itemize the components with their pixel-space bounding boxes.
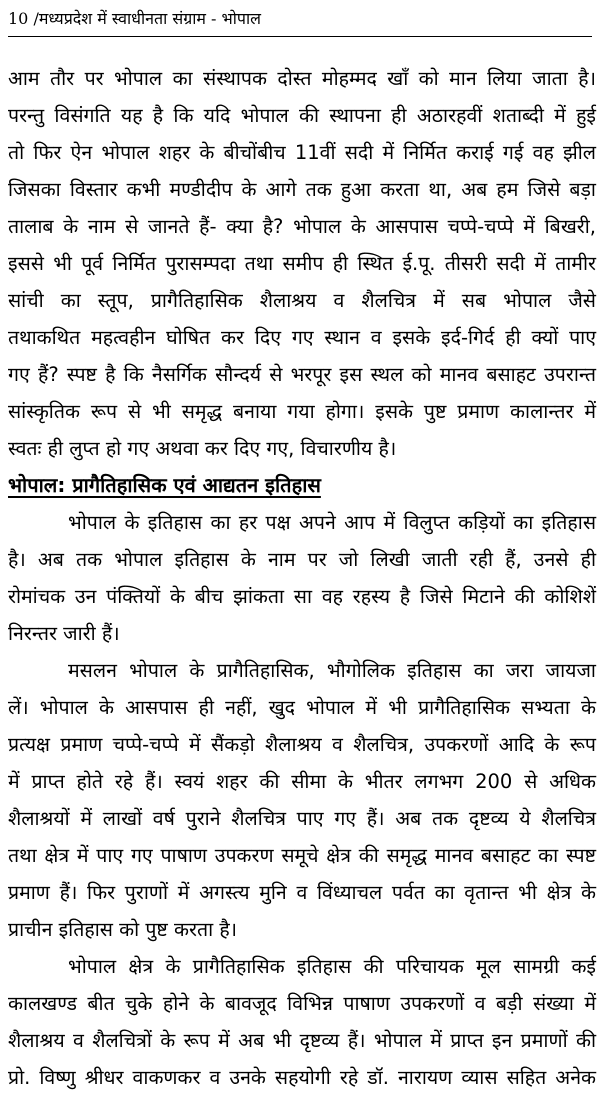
running-head: 10 /मध्यप्रदेश में स्वाधीनता संग्राम - भोपाल bbox=[8, 9, 262, 28]
text-line: तथा क्षेत्र में पाए गए पाषाण उपकरण समूचे क्षेत्र की समृद्ध मानव बसाहट का स्पष्ट bbox=[8, 844, 596, 867]
text-line: भोपाल के इतिहास का हर पक्ष अपने आप में विलुप्त कड़ियों का इतिहास bbox=[68, 511, 596, 534]
text-line: प्रमाण हैं। फिर पुराणों में अगस्त्य मुनि व विंध्याचल पर्वत का वृतान्त भी क्षेत्र के bbox=[8, 881, 596, 904]
text-line: कालखण्ड बीत चुके होने के बावजूद विभिन्न पाषाण उपकरणों व बड़ी संख्या में bbox=[8, 992, 596, 1015]
text-line: इससे भी पूर्व निर्मित पुरासम्पदा तथा समीप ही स्थित ई.पू. तीसरी सदी में तामीर bbox=[8, 252, 596, 275]
text-line: गए हैं? स्पष्ट है कि नैसर्गिक सौन्दर्य से भरपूर इस स्थल को मानव बसाहट उपरान्त bbox=[8, 363, 596, 386]
text-line: है। अब तक भोपाल इतिहास के नाम पर जो लिखी जाती रही हैं, उनसे ही bbox=[8, 548, 596, 571]
text-line: प्रत्यक्ष प्रमाण चप्पे-चप्पे में सैंकड़ो शैलाश्रय व शैलचित्र, उपकरणों आदि के रूप bbox=[8, 733, 596, 756]
text-line: आम तौर पर भोपाल का संस्थापक दोस्त मोहम्मद खाँ को मान लिया जाता है। bbox=[8, 67, 596, 90]
text-line: रोमांचक उन पंक्तियों के बीच झांकता सा वह रहस्य है जिसे मिटाने की कोशिशें bbox=[8, 585, 596, 608]
paragraph-4 bbox=[8, 948, 596, 1096]
text-line: परन्तु विसंगति यह है कि यदि भोपाल की स्थापना ही अठारहवीं शताब्दी में हुई bbox=[8, 104, 596, 127]
paragraph-3 bbox=[8, 652, 596, 948]
text-line: मसलन भोपाल के प्रागैतिहासिक, भौगोलिक इतिहास का जरा जायजा bbox=[68, 659, 596, 682]
paragraph-2 bbox=[8, 504, 596, 652]
text-line: सांस्कृतिक रूप से भी समृद्ध बनाया गया होगा। इसके पुष्ट प्रमाण कालान्तर में bbox=[8, 400, 596, 423]
text-line: तालाब के नाम से जानते हैं- क्या है? भोपाल के आसपास चप्पे-चप्पे में बिखरी, bbox=[8, 215, 596, 238]
text-line: प्राचीन इतिहास को पुष्ट करता है। bbox=[8, 918, 238, 941]
text-line: भोपाल क्षेत्र के प्रागैतिहासिक इतिहास की परिचायक मूल सामग्री कई bbox=[68, 955, 596, 978]
body-text bbox=[8, 60, 596, 1096]
text-line: निरन्तर जारी हैं। bbox=[8, 622, 120, 645]
header-rule bbox=[8, 36, 592, 37]
text-line: में प्राप्त होते रहे हैं। स्वयं शहर की सीमा के भीतर लगभग 200 से अधिक bbox=[8, 770, 596, 793]
section-heading: भोपाल: प्रागैतिहासिक एवं आद्यतन इतिहास bbox=[8, 473, 321, 497]
text-line: जिसका विस्तार कभी मण्डीदीप के आगे तक हुआ करता था, अब हम जिसे बड़ा bbox=[8, 178, 596, 201]
text-line: लें। भोपाल के आसपास ही नहीं, खुद भोपाल में भी प्रागैतिहासिक सभ्यता के bbox=[8, 696, 596, 719]
text-line: प्रो. विष्णु श्रीधर वाकणकर व उनके सहयोगी रहे डॉ. नारायण व्यास सहित अनेक bbox=[8, 1066, 596, 1089]
text-line: स्वतः ही लुप्त हो गए अथवा कर दिए गए, विचारणीय है। bbox=[8, 437, 397, 460]
text-line: तथाकथित महत्वहीन घोषित कर दिए गए स्थान व इसके इर्द-गिर्द ही क्यों पाए bbox=[8, 326, 596, 349]
text-line: तो फिर ऐन भोपाल शहर के बीचोंबीच 11वीं सदी में निर्मित कराई गई वह झील bbox=[8, 141, 596, 164]
text-line: सांची का स्तूप, प्रागैतिहासिक शैलाश्रय व शैलचित्र में सब भोपाल जैसे bbox=[8, 289, 596, 312]
text-line: शैलाश्रय व शैलचित्रों के रूप में अब भी दृष्टव्य हैं। भोपाल में प्राप्त इन प्रमाणों की bbox=[8, 1029, 596, 1052]
text-line: शैलाश्रयों में लाखों वर्ष पुराने शैलचित्र पाए गए हैं। अब तक दृष्टव्य ये शैलचित्र bbox=[8, 807, 596, 830]
paragraph-1 bbox=[8, 60, 596, 467]
